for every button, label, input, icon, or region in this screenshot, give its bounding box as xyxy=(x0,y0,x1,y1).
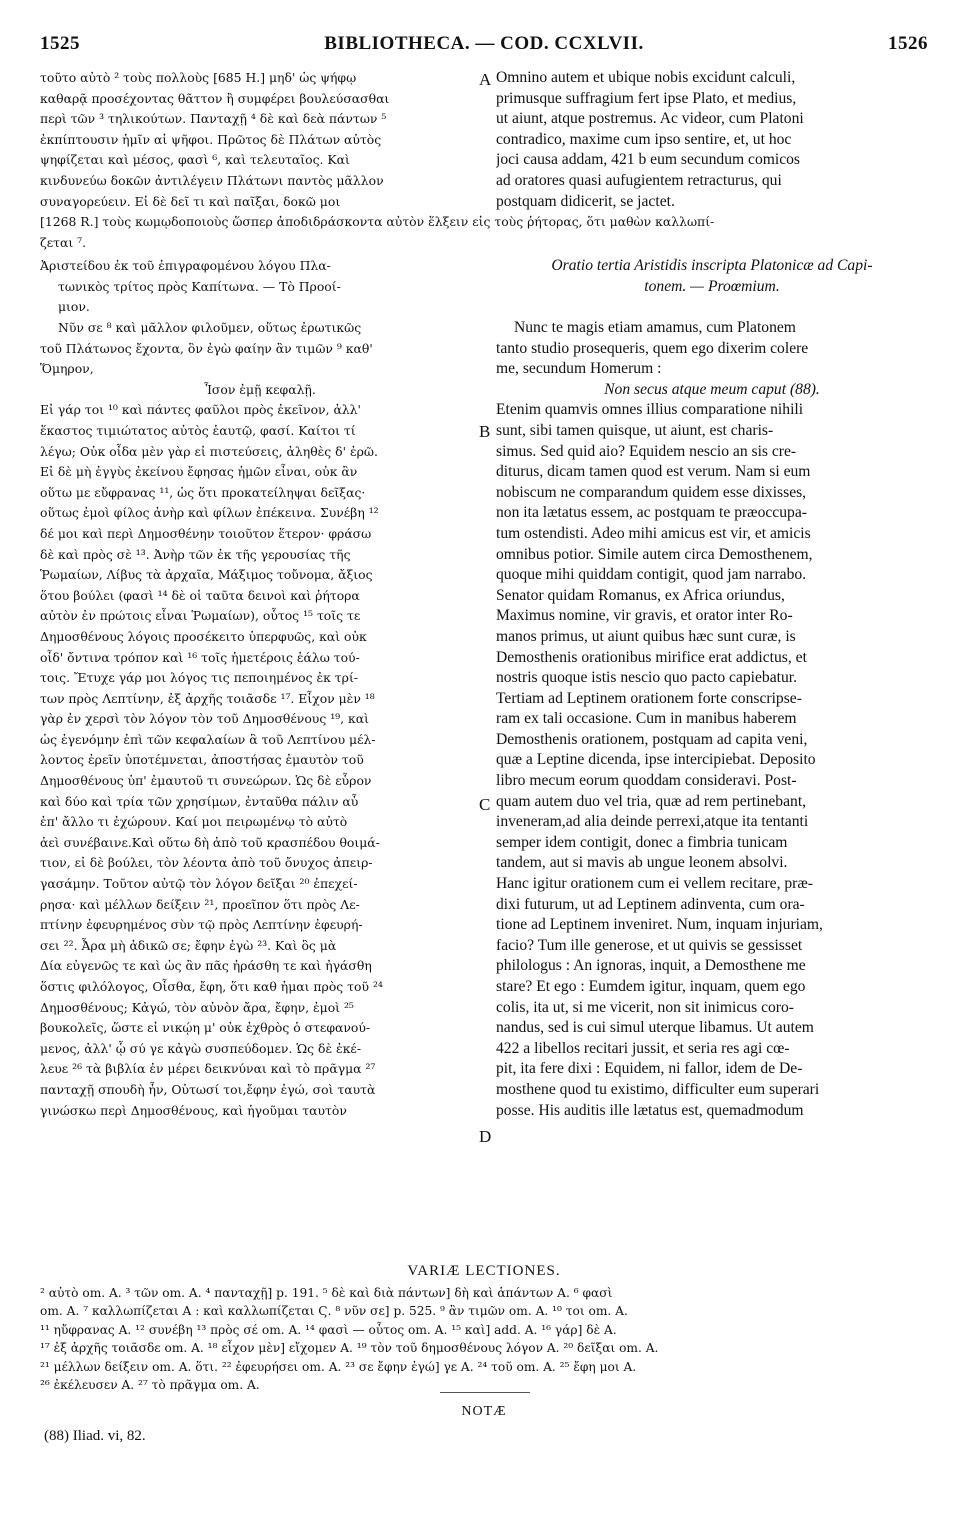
latin-line: Nunc te magis etiam amamus, cum Platonem xyxy=(514,319,796,336)
greek-line: Δημοσθένους; Κἀγώ, τὸν αὐνὸν ἄρα, ἔφην, ἐμοὶ ²⁵ xyxy=(40,999,354,1015)
latin-line: Senator quidam Romanus, ex Africa oriundus, xyxy=(496,586,785,604)
latin-heading xyxy=(496,256,928,297)
latin-line: mosthene quod tu existimo, difficulter eum superari xyxy=(496,1080,820,1098)
greek-line: οὕτως ἐμοὶ φίλος ἀνὴρ καὶ φίλων ἐπέκεινα. Συνέβη ¹² xyxy=(40,505,379,521)
greek-line: γὰρ ἐν χερσὶ τὸν λόγον τὸν τοῦ Δημοσθένους ¹⁹, καὶ xyxy=(40,711,369,727)
latin-verse-quote: Non secus atque meum caput (88). xyxy=(604,380,820,398)
latin-line: Maximus nomine, vir gravis, et orator inter Ro- xyxy=(496,607,793,625)
latin-line: nandus, sed is cui simul uterque libamus. Ut autem xyxy=(496,1019,814,1037)
greek-line: τοῦ Πλάτωνος ἔχοντα, ὃν ἐγὼ φαίην ἂν τιμῶν ⁹ καθ' xyxy=(40,340,373,356)
greek-line: Δία εὐγενῶς τε καὶ ὡς ἂν πᾶς ἠράσθη τε καὶ ἠγάσθη xyxy=(40,958,372,974)
latin-line: omnibus potior. Simile autem circa Demosthenem, xyxy=(496,545,813,563)
variant-line: ²⁶ ἐκέλευσεν A. ²⁷ τὸ πρᾶγμα om. A. xyxy=(40,1377,260,1392)
latin-line: nostris quoque istis nescio quo pacto capiebatur. xyxy=(496,669,797,687)
variant-line: ²¹ μέλλων δείξειν om. A. ὅτι. ²² ἐφευρήσει om. A. ²³ σε ἔφην ἐγώ] γε A. ²⁴ τοῦ om. A. ²⁵ ἔφη μοι A. xyxy=(40,1359,637,1374)
latin-line: inveneram,ad alia deinde perrexi,atque ita tentanti xyxy=(496,813,809,831)
greek-line: γινώσκω περὶ Δημοσθένους, καὶ ἡγοῦμαι ταυτὸν xyxy=(40,1102,347,1118)
latin-line: manos primus, ut aiunt quibus hæc sunt curæ, is xyxy=(496,627,796,645)
latin-line: primusque suffragium fert ipse Plato, et medius, xyxy=(496,89,797,107)
latin-line: Omnino autem et ubique nobis excidunt calculi, xyxy=(496,69,796,86)
greek-column-body xyxy=(40,318,480,1121)
greek-line: μενος, ἀλλ' ᾧ σύ γε κἀγὼ συσπεύδομεν. Ὡς δὲ ἐκέ- xyxy=(40,1040,362,1056)
latin-line: Demosthenis orationibus mirifice erat addictus, et xyxy=(496,648,807,666)
greek-line: βουκολεῖς, ὥστε εἰ νικῴη μ' οὐκ ἐχθρὸς ὁ στεφανού- xyxy=(40,1020,371,1036)
greek-line: κινδυνεύω δοκῶν ἀντιλέγειν Πλάτωνι παντὸς μᾶλλον xyxy=(40,172,384,188)
latin-line: Tertiam ad Leptinem orationem forte conscripse- xyxy=(496,689,802,707)
greek-line: Εἰ δὲ μὴ ἐγγὺς ἐκείνου ἔφησας ἡμῶν εἶναι, οὐκ ἂν xyxy=(40,464,358,480)
running-title: BIBLIOTHECA. — COD. CCXLVII. xyxy=(324,33,644,54)
footnote: (88) Iliad. vi, 82. xyxy=(44,1428,146,1444)
latin-line: pit, ita fere dixi : Equidem, ni fallor, idem de De- xyxy=(496,1060,803,1078)
greek-line: ἀεὶ συνέβαινε.Καὶ οὕτω δὴ ἀπὸ τοῦ κρασπέδου θοιμά- xyxy=(40,834,380,850)
latin-line: postquam didicerit, se jactet. xyxy=(496,192,675,210)
page-header xyxy=(40,33,928,57)
greek-line: γασάμην. Τοῦτον αὐτῷ τὸν λόγον δεῖξαι ²⁰ ἐπεχεί- xyxy=(40,876,358,892)
page-number-left: 1525 xyxy=(40,33,80,54)
latin-line: Hanc igitur orationem cum ei vellem recitare, præ- xyxy=(496,875,813,893)
variant-line: om. A. ⁷ καλλωπίζεται A : καὶ καλλωπίζεται Ϛ. ⁸ νῦν σε] p. 525. ⁹ ἂν τιμῶν om. A. ¹⁰ τοι om. A. xyxy=(40,1304,628,1319)
greek-verse-quote: Ἶσον ἐμῇ κεφαλῇ. xyxy=(204,381,316,397)
latin-line: libro mecum eorum quoddam consideravi. Post- xyxy=(496,772,797,790)
greek-column-top xyxy=(40,68,480,212)
greek-line: ἐπ' ἄλλο τι ἐχώρουν. Καί μοι πειρωμένῳ τὸ αὐτὸ xyxy=(40,814,348,830)
greek-line: δέ μοι καὶ περὶ Δημοσθένην τοιοῦτον ἕτερον· φράσω xyxy=(40,525,372,541)
variae-lectiones-heading: VARIÆ LECTIONES. xyxy=(407,1263,561,1279)
greek-line: καθαρᾷ προσέχοντας θᾶττον ἢ συμφέρει βουλεύσασθαι xyxy=(40,90,390,106)
latin-line: philologus : An ignoras, inquit, a Demosthene me xyxy=(496,957,806,975)
greek-line: ρησα· καὶ μέλλων δείξειν ²¹, προεῖπον ὅτι πρὸς Λε- xyxy=(40,896,360,912)
greek-line: ψηφίζεται καὶ μέσος, φασὶ ⁶, καὶ τελευταῖος. Καὶ xyxy=(40,152,350,168)
page xyxy=(40,0,928,1540)
greek-line: περὶ τῶν ³ τηλικούτων. Πανταχῇ ⁴ δὲ καὶ δεὰ πάντων ⁵ xyxy=(40,111,387,127)
greek-line: Νῦν σε ⁸ καὶ μᾶλλον φιλοῦμεν, οὕτως ἐρωτικῶς xyxy=(58,320,362,335)
greek-line: [1268 R.] τοὺς κωμῳδοποιοὺς ὥσπερ ἀποδιδράσκοντα αὐτὸν ἕλξειν εἰς τοὺς ῥήτορας, ὅτι μαθὼν καλλωπί- xyxy=(40,214,715,229)
variant-line: ² αὐτὸ om. A. ³ τῶν om. A. ⁴ πανταχῇ] p. 191. ⁵ δὲ καὶ διὰ πάντων] δὴ καὶ ἁπάντων A. ⁶ φασὶ xyxy=(40,1286,613,1300)
latin-line: nobiscum ne comparandum quidem esse dixisses, xyxy=(496,483,807,501)
latin-line: dixi futurum, ut ad Leptinem adinventa, cum ora- xyxy=(496,895,805,913)
page-number-right: 1526 xyxy=(888,33,928,54)
greek-line: λέγω; Οὐκ οἶδα μὲν γὰρ εἰ πιστεύσεις, ἀληθὲς δ' ἐρῶ. xyxy=(40,443,378,459)
latin-line: ram ex tali occasione. Cum in manibus haberem xyxy=(496,710,797,728)
greek-line: σει ²². Ἆρα μὴ ἀδικῶ σε; ἔφην ἐγὼ ²³. Καὶ ὃς μὰ xyxy=(40,937,337,953)
latin-line: ad oratores quasi aufugientem retracturus, qui xyxy=(496,171,782,189)
greek-line: Δημοσθένους λόγοις προσέκειτο ὑπερφυῶς, καὶ οὐκ xyxy=(40,628,367,644)
greek-line: τοις. Ἔτυχε γάρ μοι λόγος τις πεποιημένος ἐκ τρί- xyxy=(40,670,358,686)
latin-line: facio? Tum ille generose, et ut quivis se gessisset xyxy=(496,936,803,954)
greek-line: λοντος ἐρεῖν ὑποτέμνεται, ἀποστήσας ἐμαυτὸν τοῦ xyxy=(40,752,364,768)
latin-line: tum ostendisti. Adeo mihi amicus est vir, et amicis xyxy=(496,524,811,542)
margin-letter-b: B xyxy=(479,422,491,441)
latin-column-body xyxy=(496,318,928,1121)
greek-line: ὅστις φιλόλογος, Οἶσθα, ἔφη, ὅτι καθ ἡμαι πρὸς τοῦ ²⁴ xyxy=(40,979,383,994)
latin-column-top xyxy=(496,68,928,212)
latin-line: Demosthenis orationem, postquam ad capita veni, xyxy=(496,730,808,748)
latin-line: stare? Et ego : Eumdem igitur, inquam, quem ego xyxy=(496,978,806,995)
full-width-greek-line xyxy=(40,212,928,253)
greek-heading xyxy=(40,256,480,318)
latin-line: tandem, aut si mavis ab ungue leonem absolvi. xyxy=(496,854,788,872)
greek-line: αὐτὸν ἐν πρώτοις εἶναι Ῥωμαίων), οὗτος ¹⁵ τοῖς τε xyxy=(40,608,361,624)
latin-line: 422 a libellos recitari jussit, et seria res agi cœ- xyxy=(496,1039,790,1057)
latin-line: sunt, sibi tamen quisque, ut aiunt, est charis- xyxy=(496,421,774,439)
greek-line: πανταχῇ σπουδὴ ἦν, Οὑτωσί τοι,ἔφην ἐγώ, σοὶ ταυτὰ xyxy=(40,1081,376,1097)
greek-line: λευε ²⁶ τὰ βιβλία ἐν μέρει δεικνύναι καὶ τὸ πρᾶγμα ²⁷ xyxy=(40,1061,376,1077)
latin-line: posse. His auditis ille lætatus est, quemadmodum xyxy=(496,1101,804,1119)
latin-line: quoque mihi quiddam contigit, quod jam narrabo. xyxy=(496,566,807,584)
latin-line: joci causa addam, 421 b eum secundum comicos xyxy=(496,151,800,169)
greek-line: συναγορεύειν. Εἰ δὲ δεῖ τι καὶ παῖξαι, δοκῶ μοι xyxy=(40,193,341,209)
latin-heading-line: Oratio tertia Aristidis inscripta Platonicæ ad Capi- xyxy=(551,257,873,274)
greek-line: ζεται ⁷. xyxy=(40,234,87,250)
divider xyxy=(440,1392,530,1393)
greek-heading-line: μιον. xyxy=(58,299,90,315)
latin-line: simus. Sed quid aio? Equidem nescio an sis cre- xyxy=(496,442,797,460)
greek-line: Εἰ γάρ τοι ¹⁰ καὶ πάντες φαῦλοι πρὸς ἐκεῖνον, ἀλλ' xyxy=(40,402,361,418)
greek-line: τοῦτο αὐτὸ ² τοὺς πολλοὺς [685 H.] μηδ' ὡς ψήφῳ xyxy=(40,70,357,85)
greek-heading-line: Ἀριστείδου ἐκ τοῦ ἐπιγραφομένου λόγου Πλα- xyxy=(40,258,331,273)
variant-line: ¹⁷ ἐξ ἀρχῆς τοιᾶσδε om. A. ¹⁸ εἶχον μὲν] εἴχομεν A. ¹⁹ τὸν τοῦ δημοσθένους λόγον A. ²⁰ δεῖξαι om. A. xyxy=(40,1341,659,1356)
greek-line: οἶδ' ὄντινα τρόπον καὶ ¹⁶ τοῖς ἡμετέροις ἑάλω τού- xyxy=(40,649,360,665)
greek-line: Δημοσθένους ὑπ' ἐμαυτοῦ τι συνεώρων. Ὡς δὲ εὗρον xyxy=(40,773,372,789)
latin-line: tione ad Leptinem inveniret. Num, inquam injuriam, xyxy=(496,916,823,934)
latin-line: me, secundum Homerum : xyxy=(496,360,662,378)
latin-line: ut aiunt, atque postremus. Ac videor, cum Platoni xyxy=(496,110,804,128)
latin-line: semper idem contigit, donec a fimbria tunicam xyxy=(496,833,788,851)
notae-heading: NOTÆ xyxy=(461,1404,507,1419)
latin-line: quam autem duo vel tria, quæ ad rem pertinebant, xyxy=(496,792,807,810)
greek-line: ἐκπίπτουσιν ἡμῖν αἱ ψῆφοι. Πρῶτος δὲ Πλάτων αὐτὸς xyxy=(40,131,382,147)
greek-line: ὡς ἐγενόμην ἐπὶ τῶν κεφαλαίων ἃ τοῦ Λεπτίνου μέλ- xyxy=(40,731,376,747)
greek-line: των πρὸς Λεπτίνην, ἐξ ἀρχῆς τοιᾶσδε ¹⁷. Εἶχον μὲν ¹⁸ xyxy=(40,690,375,706)
latin-line: non ita lætatus essem, ac postquam te præoccupa- xyxy=(496,504,807,522)
latin-line: tanto studio prosequeris, quem ego dixerim colere xyxy=(496,339,809,357)
latin-heading-line: tonem. — Proœmium. xyxy=(644,277,780,295)
greek-line: τιον, εἰ δὲ βούλει, τὸν λέοντα ἀπὸ τοῦ ὄνυχος ἀπειρ- xyxy=(40,855,373,871)
variant-line: ¹¹ ηὔφρανας A. ¹² συνέβη ¹³ πρὸς σέ om. A. ¹⁴ φασὶ — οὗτος om. A. ¹⁵ καὶ] add. A. ¹⁶ γάρ] δὲ A. xyxy=(40,1322,617,1337)
greek-line: δὲ καὶ πρὸς σὲ ¹³. Ἀνὴρ τῶν ἐκ τῆς γερουσίας τῆς xyxy=(40,546,351,562)
greek-line: ἕκαστος τιμιώτατος αὐτὸς ἑαυτῷ, φασί. Καίτοι τί xyxy=(40,422,356,438)
greek-line: Ῥωμαίων, Λίβυς τὰ ἀρχαῖα, Μάξιμος τοὔνομα, ἄξιος xyxy=(40,567,373,583)
greek-line: Ὅμηρον, xyxy=(40,361,94,377)
greek-line: ὅτου βούλει (φασὶ ¹⁴ δὲ οἱ ταῦτα δεινοὶ καὶ ῥήτορα xyxy=(40,587,360,603)
latin-line: colis, ita ut, si me vicerit, non sit inimicus coro- xyxy=(496,998,794,1016)
greek-line: οὕτω με εὔφρανας ¹¹, ὡς ὅτι προκατείληψαι δεῖξας· xyxy=(40,484,366,500)
greek-line: καὶ δύο καὶ τρία τῶν χρησίμων, ἐνταῦθα πάλιν αὖ xyxy=(40,793,359,809)
greek-heading-line: τωνικὸς τρίτος πρὸς Καπίτωνα. — Τὸ Προοί- xyxy=(58,278,341,294)
margin-letter-a: A xyxy=(479,70,492,89)
latin-line: quæ a Leptine dicenda, ipse intercipiebat. Deposito xyxy=(496,751,816,769)
margin-letter-d: D xyxy=(479,1127,492,1146)
latin-line: Etenim quamvis omnes illius comparatione nihili xyxy=(496,401,804,419)
latin-line: diturus, dicam tamen quod est verum. Nam si eum xyxy=(496,463,811,481)
variae-lectiones xyxy=(40,1284,928,1394)
latin-line: contradico, maxime cum ipso sentire, et, ut hoc xyxy=(496,130,792,148)
greek-line: πτίνην ἐφευρημένος σὺν τῷ πρὸς Λεπτίνην ἐφευρή- xyxy=(40,917,363,933)
margin-letter-c: C xyxy=(479,795,491,814)
